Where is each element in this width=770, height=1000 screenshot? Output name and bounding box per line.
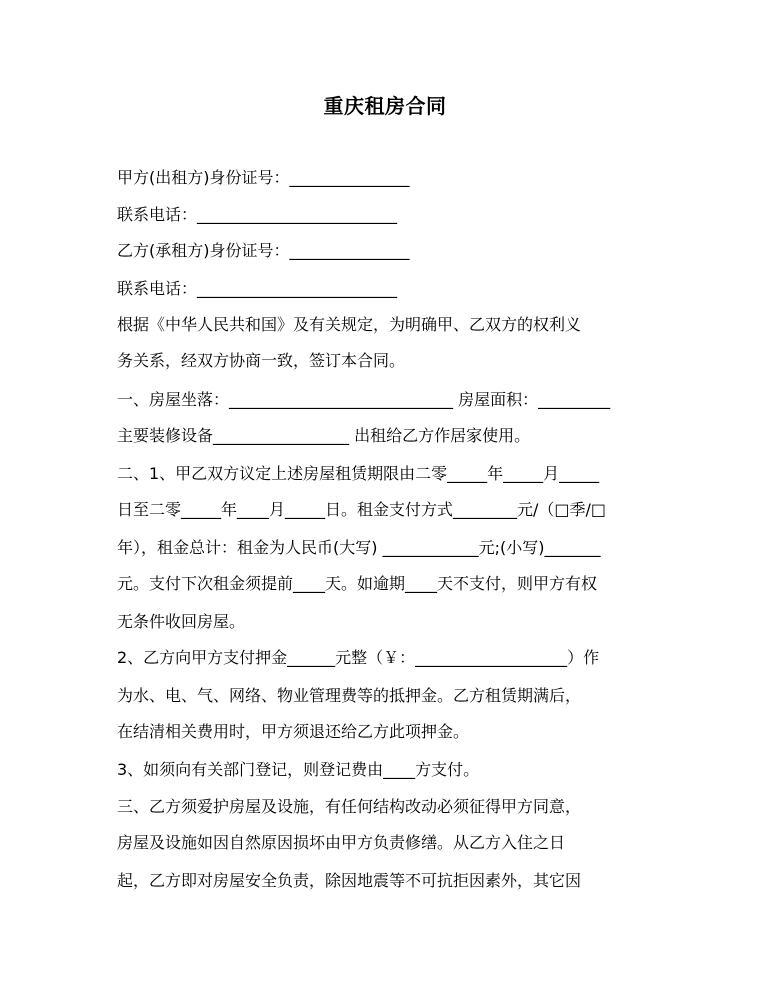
text-line: 务关系，经双方协商一致，签订本合同。 — [117, 351, 406, 370]
text-line: 房屋及设施如因自然原因损坏由甲方负责修缮。从乙方入住之日 — [117, 833, 566, 852]
text-line: 起，乙方即对房屋安全负责，除因地震等不可抗拒因素外，其它因 — [117, 871, 582, 890]
text-line: 日至二零_____年____月_____日。租金支付方式________元/（□季/□ — [117, 500, 607, 519]
text-line: 2、乙方向甲方支付押金______元整（￥：___________________）作 — [117, 648, 600, 667]
text-line: 为水、电、气、网络、物业管理费等的抵押金。乙方租赁期满后， — [117, 686, 582, 705]
text-line: 二、1、甲乙双方议定上述房屋租赁期限由二零_____年_____月_____ — [117, 464, 600, 483]
text-line: 联系电话：_________________________ — [117, 205, 398, 224]
document-title: 重庆租房合同 — [323, 94, 447, 118]
text-line: 根据《中华人民共和国》及有关规定，为明确甲、乙双方的权利义 — [117, 315, 582, 334]
text-line: 甲方(出租方)身份证号：_______________ — [117, 168, 410, 187]
text-line: 三、乙方须爱护房屋及设施，有任何结构改动必须征得甲方同意， — [117, 797, 582, 816]
text-line: 主要装修设备_________________ 出租给乙方作居家使用。 — [117, 426, 531, 445]
text-line: 3、如须向有关部门登记，则登记费由____方支付。 — [117, 760, 480, 779]
text-line: 无条件收回房屋。 — [117, 612, 246, 631]
text-line: 年），租金总计：租金为人民币(大写) ____________元;(小写)_______ — [117, 538, 601, 557]
text-line: 乙方(承租方)身份证号：_______________ — [117, 241, 410, 260]
text-line: 在结清相关费用时，甲方须退还给乙方此项押金。 — [117, 722, 470, 741]
text-line: 一、房屋坐落：____________________________ 房屋面积：_________ — [117, 390, 611, 409]
text-line: 联系电话：_________________________ — [117, 279, 398, 298]
text-line: 元。支付下次租金须提前____天。如逾期____天不支付，则甲方有权 — [117, 574, 598, 593]
